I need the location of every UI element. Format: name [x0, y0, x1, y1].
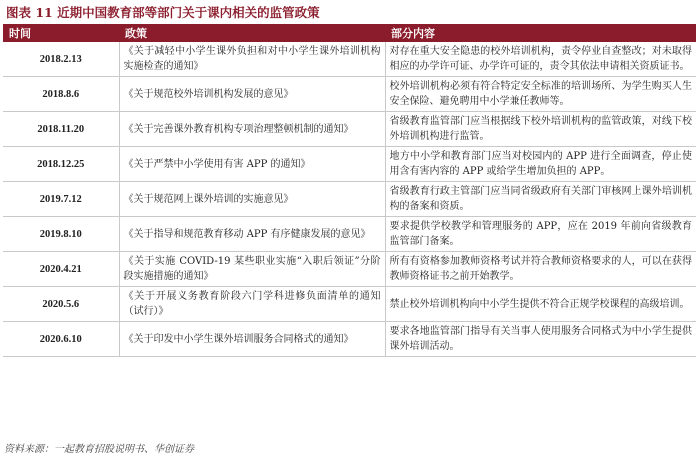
cell-time: 2020.4.21	[3, 252, 119, 287]
cell-policy: 《关于规范校外培训机构发展的意见》	[119, 77, 385, 112]
table-row	[3, 322, 696, 357]
table-row	[3, 112, 696, 147]
header-time: 时间	[3, 24, 119, 42]
cell-policy: 《关于指导和规范教育移动 APP 有序健康发展的意见》	[119, 217, 385, 252]
header-content: 部分内容	[385, 24, 696, 42]
cell-time: 2018.2.13	[3, 42, 119, 77]
cell-content: 省级教育行政主管部门应当同省级政府有关部门审核网上课外培训机构的备案和资质。	[385, 182, 696, 217]
table-header-row	[3, 24, 696, 42]
cell-time: 2018.8.6	[3, 77, 119, 112]
policy-table	[3, 24, 696, 357]
table-row	[3, 42, 696, 77]
cell-policy: 《关于减轻中小学生课外负担和对中小学生课外培训机构实施检查的通知》	[119, 42, 385, 77]
cell-content: 校外培训机构必须有符合特定安全标准的培训场所、为学生购买人生安全保险、避免聘用中小学兼任教师等。	[385, 77, 696, 112]
table-row	[3, 182, 696, 217]
source-note: 资料来源：一起教育招股说明书、华创证券	[4, 444, 194, 455]
cell-content: 所有有资格参加教师资格考试并符合教师资格要求的人，可以在获得教师资格证书之前开始教学。	[385, 252, 696, 287]
cell-policy: 《关于严禁中小学使用有害 APP 的通知》	[119, 147, 385, 182]
cell-content: 对存在重大安全隐患的校外培训机构，责令停业自查整改；对未取得相应的办学许可证、办学许可证的，责令其依法申请相关资质证书。	[385, 42, 696, 77]
cell-time: 2018.12.25	[3, 147, 119, 182]
cell-content: 省级教育监管部门应当根据线下校外培训机构的监管政策，对线下校外培训机构进行监管。	[385, 112, 696, 147]
cell-policy: 《关于规范网上课外培训的实施意见》	[119, 182, 385, 217]
cell-time: 2020.6.10	[3, 322, 119, 357]
table-row	[3, 217, 696, 252]
cell-policy: 《关于完善课外教育机构专项治理整顿机制的通知》	[119, 112, 385, 147]
cell-time: 2018.11.20	[3, 112, 119, 147]
cell-time: 2019.8.10	[3, 217, 119, 252]
table-row	[3, 252, 696, 287]
figure-title: 图表 11 近期中国教育部等部门关于课内相关的监管政策	[6, 5, 320, 20]
cell-content: 禁止校外培训机构向中小学生提供不符合正规学校课程的高级培训。	[385, 287, 696, 322]
cell-policy: 《关于印发中小学生课外培训服务合同格式的通知》	[119, 322, 385, 357]
cell-policy: 《关于实施 COVID-19 某些职业实施“入职后领证”分阶段实施措施的通知》	[119, 252, 385, 287]
cell-content: 要求各地监管部门指导有关当事人使用服务合同格式为中小学生提供课外培训活动。	[385, 322, 696, 357]
cell-content: 要求提供学校教学和管理服务的 APP，应在 2019 年前向省级教育监管部门备案。	[385, 217, 696, 252]
cell-time: 2019.7.12	[3, 182, 119, 217]
table-row	[3, 77, 696, 112]
header-policy: 政策	[119, 24, 385, 42]
table-row	[3, 147, 696, 182]
table-row	[3, 287, 696, 322]
cell-policy: 《关于开展义务教育阶段六门学科进修负面清单的通知（试行）》	[119, 287, 385, 322]
cell-time: 2020.5.6	[3, 287, 119, 322]
cell-content: 地方中小学和教育部门应当对校园内的 APP 进行全面调查，停止使用含有害内容的 APP 或给学生增加负担的 APP。	[385, 147, 696, 182]
